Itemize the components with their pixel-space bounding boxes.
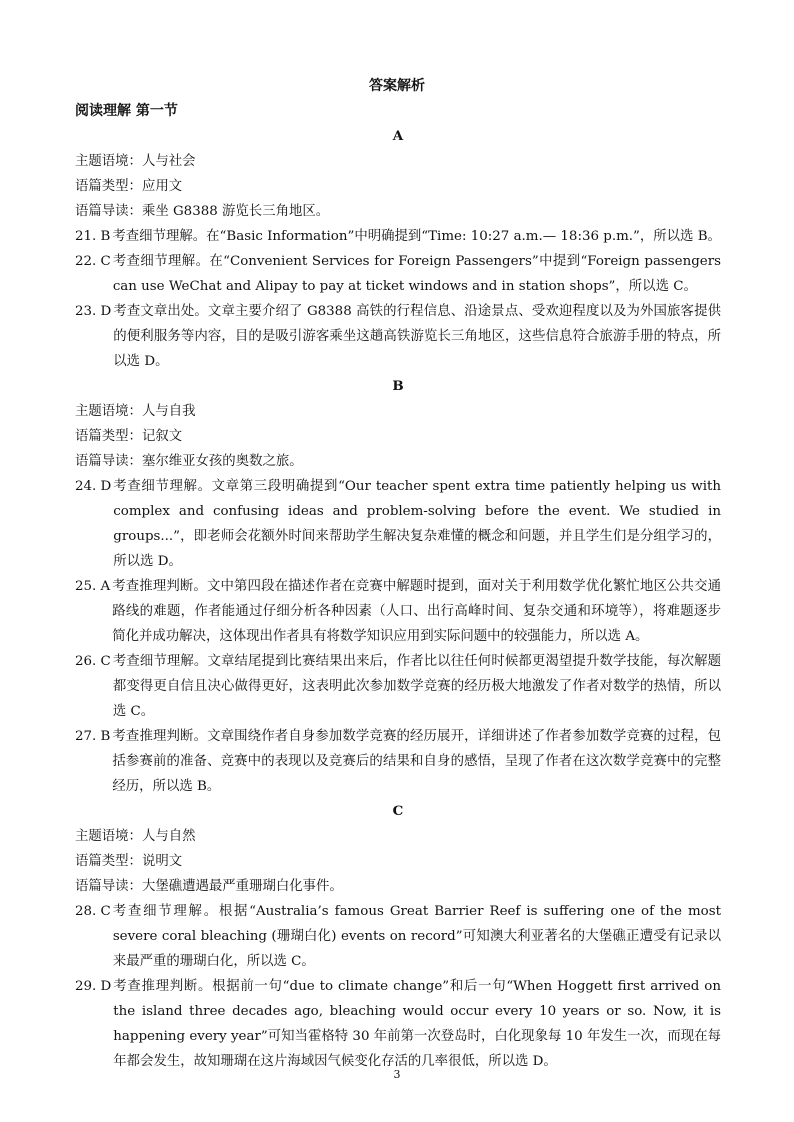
- answer-item: [75, 224, 721, 249]
- answer-number: 22. C: [75, 254, 111, 269]
- section-heading: 阅读理解 第一节: [75, 103, 178, 119]
- answer-number: 26. C: [75, 654, 111, 669]
- text-genre: 语篇类型：说明文: [75, 854, 183, 869]
- page-number: 3: [393, 1068, 401, 1081]
- answer-explanation: 考查推理判断。文章围绕作者自身参加数学竞赛的经历展开，详细讲述了作者参加数学竞赛的过程，包括参赛前的准备、竞赛中的表现以及竞赛后的结果和自身的感悟，呈现了作者在这次数学竞赛中的完整经历，所以选 B。: [112, 729, 721, 794]
- answer-explanation: 考查文章出处。文章主要介绍了 G8388 高铁的行程信息、沿途景点、受欢迎程度以及为外国旅客提供的便利服务等内容，目的是吸引游客乘坐这趟高铁游览长三角地区，这些信息符合旅游手册的特点，所以选 D。: [113, 304, 721, 369]
- answer-number: 25. A: [75, 579, 111, 594]
- answer-number: 27. B: [75, 729, 111, 744]
- answer-number: 21. B: [75, 229, 111, 244]
- answer-explanation: 考查细节理解。文章结尾提到比赛结果出来后，作者比以往任何时候都更渴望提升数学技能，每次解题都变得更自信且决心做得更好，这表明此次参加数学竞赛的经历极大地激发了作者对数学的热情，所以选 C。: [112, 654, 721, 719]
- text-guide: 语篇导读：塞尔维亚女孩的奥数之旅。: [75, 454, 303, 469]
- answer-content: [75, 99, 721, 1074]
- part-letter: C: [392, 803, 404, 819]
- answer-item: [75, 249, 721, 299]
- answer-number: 28. C: [75, 904, 111, 919]
- answer-explanation: 考查细节理解。根据“Australia’s famous Great Barrier Reef is suffering one of the most severe coral bleaching (珊瑚白化) events on record”可知澳大利亚著名的大堡礁正遭受有记录以来最严重的珊瑚白化，所以选 C。: [112, 904, 721, 969]
- text-guide: 语篇导读：乘坐 G8388 游览长三角地区。: [75, 204, 330, 219]
- text-genre: 语篇类型：记叙文: [75, 429, 183, 444]
- answer-number: 29. D: [75, 979, 112, 994]
- answer-item: [75, 649, 721, 724]
- theme-context: 主题语境：人与自我: [75, 404, 196, 419]
- answer-explanation: 考查推理判断。根据前一句“due to climate change”和后一句“When Hoggett first arrived on the island three decades ago, bleaching would occur every 10 years or so. Now, it is happening every year”可知当霍格特 30 年前第一次登岛时，白化现象每 10 年发生一次，而现在每年都会发生，故知珊瑚在这片海域因气候变化存活的几率很低，所以选 D。: [113, 979, 721, 1069]
- theme-context: 主题语境：人与社会: [75, 154, 196, 169]
- text-genre: 语篇类型：应用文: [75, 179, 183, 194]
- answer-explanation: 考查细节理解。文章第三段明确提到“Our teacher spent extra time patiently helping us with complex and confusing ideas and problem-solving before the event. We studied in groups...”，即老师会花额外时间来帮助学生解决复杂难懂的概念和问题，并且学生们是分组学习的，所以选 D。: [113, 479, 721, 569]
- part-letter: B: [392, 378, 404, 394]
- answer-explanation: 考查细节理解。在“Basic Information”中明确提到“Time: 10:27 a.m.— 18:36 p.m.”，所以选 B。: [112, 229, 721, 244]
- answer-item: [75, 899, 721, 974]
- part-a: [75, 124, 721, 374]
- text-guide: 语篇导读：大堡礁遭遇最严重珊瑚白化事件。: [75, 879, 343, 894]
- answer-explanation: 考查推理判断。文中第四段在描述作者在竞赛中解题时提到，面对关于利用数学优化繁忙地区公共交通路线的难题，作者能通过仔细分析各种因素（人口、出行高峰时间、复杂交通和环境等），将难题逐步简化并成功解决，这体现出作者具有将数学知识应用到实际问题中的较强能力，所以选 A。: [112, 579, 721, 644]
- answer-item: [75, 974, 721, 1074]
- answer-item: [75, 724, 721, 799]
- answer-number: 24. D: [75, 479, 112, 494]
- answer-item: [75, 474, 721, 574]
- page-title: 答案解析: [369, 78, 425, 94]
- answer-item: [75, 299, 721, 374]
- answer-number: 23. D: [75, 304, 112, 319]
- theme-context: 主题语境：人与自然: [75, 829, 196, 844]
- part-letter: A: [392, 128, 404, 144]
- answer-item: [75, 574, 721, 649]
- part-c: [75, 799, 721, 1074]
- answer-explanation: 考查细节理解。在“Convenient Services for Foreign Passengers”中提到“Foreign passengers can use WeChat and Alipay to pay at ticket windows and in station shops”，所以选 C。: [112, 254, 721, 294]
- part-b: [75, 374, 721, 799]
